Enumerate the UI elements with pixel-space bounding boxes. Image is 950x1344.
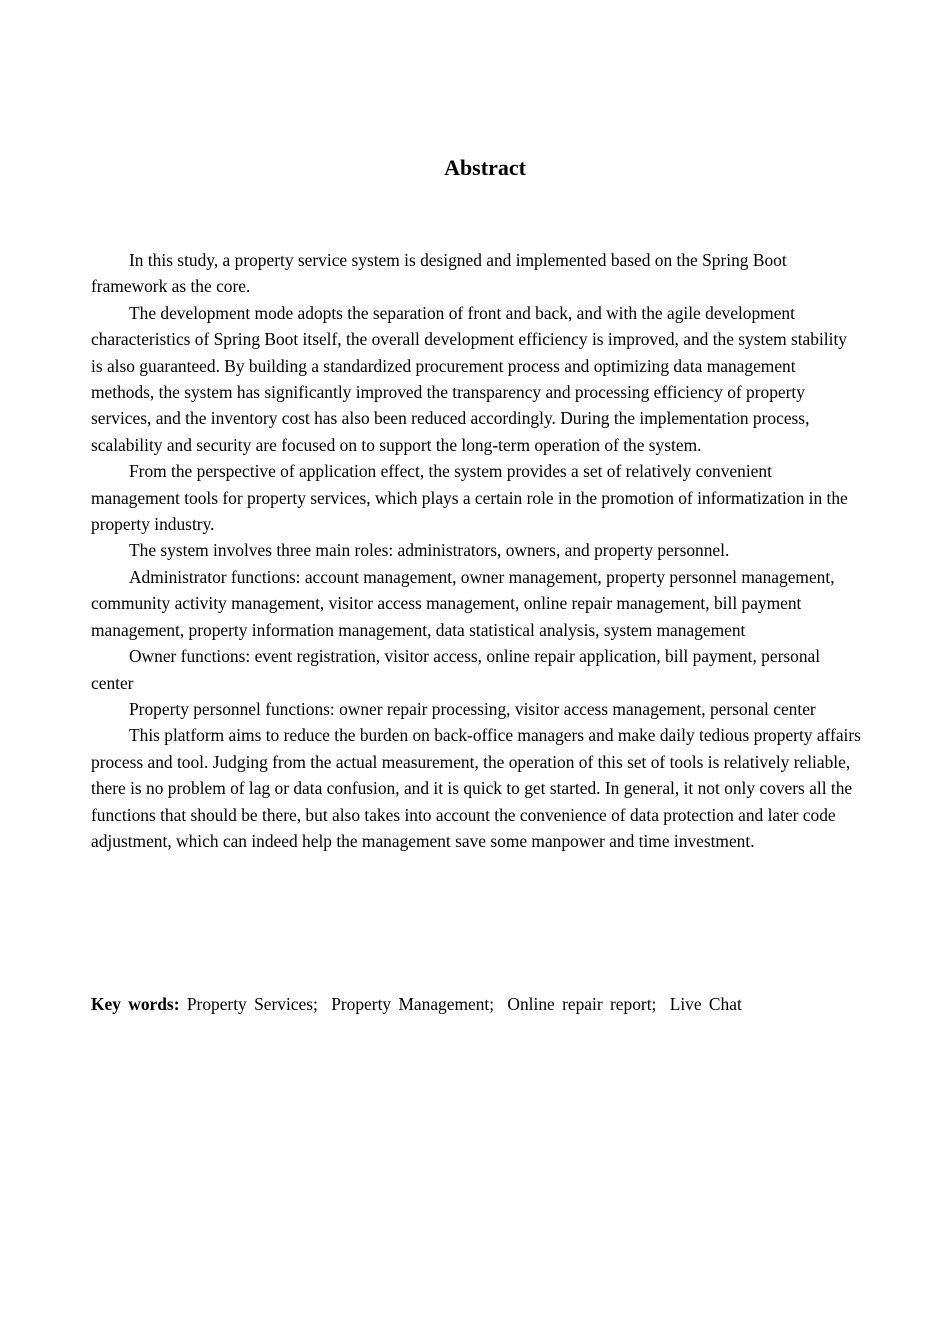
paragraph: Owner functions: event registration, visitor access, online repair application, bill payment, personal center — [91, 646, 821, 693]
keyword: Property Services; — [186, 994, 318, 1014]
paragraph: The system involves three main roles: administrators, owners, and property personnel. — [129, 540, 730, 561]
paragraph: The development mode adopts the separation of front and back, and with the agile development characteristics of Spring Boot itself, the overall development efficiency is improved, and the system stability is also guaranteed. By building a standardized procurement process and optimizing data management methods, the system has significantly improved the transparency and processing efficiency of property services, and the inventory cost has also been reduced accordingly. During the implementation process, scalability and security are focused on to support the long-term operation of the system. — [91, 302, 847, 455]
keyword: Online repair report; — [507, 994, 657, 1014]
paragraph: Property personnel functions: owner repair processing, visitor access management, personal center — [129, 698, 816, 719]
keywords-line — [91, 991, 861, 1017]
paragraph: From the perspective of application effect, the system provides a set of relatively convenient management tools for property services, which plays a certain role in the promotion of informatization in the property industry. — [91, 461, 848, 535]
paragraph: Administrator functions: account management, owner management, property personnel management, community activity management, visitor access management, online repair management, bill payment management, property information management, data statistical analysis, system management — [91, 566, 835, 640]
paragraph: In this study, a property service system is designed and implemented based on the Spring Boot framework as the core. — [91, 250, 787, 297]
keyword: Live Chat — [669, 994, 742, 1014]
paragraph: This platform aims to reduce the burden on back-office managers and make daily tedious property affairs process and tool. Judging from the actual measurement, the operation of this set of tools is relatively reliable, there is no problem of lag or data confusion, and it is quick to get started. In general, it not only covers all the functions that should be there, but also takes into account the convenience of data protection and later code adjustment, which can indeed help the management save some manpower and time investment. — [91, 725, 861, 851]
keyword: Property Management; — [331, 994, 495, 1014]
keywords-label: Key words: — [91, 994, 180, 1014]
abstract-title: Abstract — [444, 155, 526, 180]
abstract-body — [91, 247, 861, 854]
